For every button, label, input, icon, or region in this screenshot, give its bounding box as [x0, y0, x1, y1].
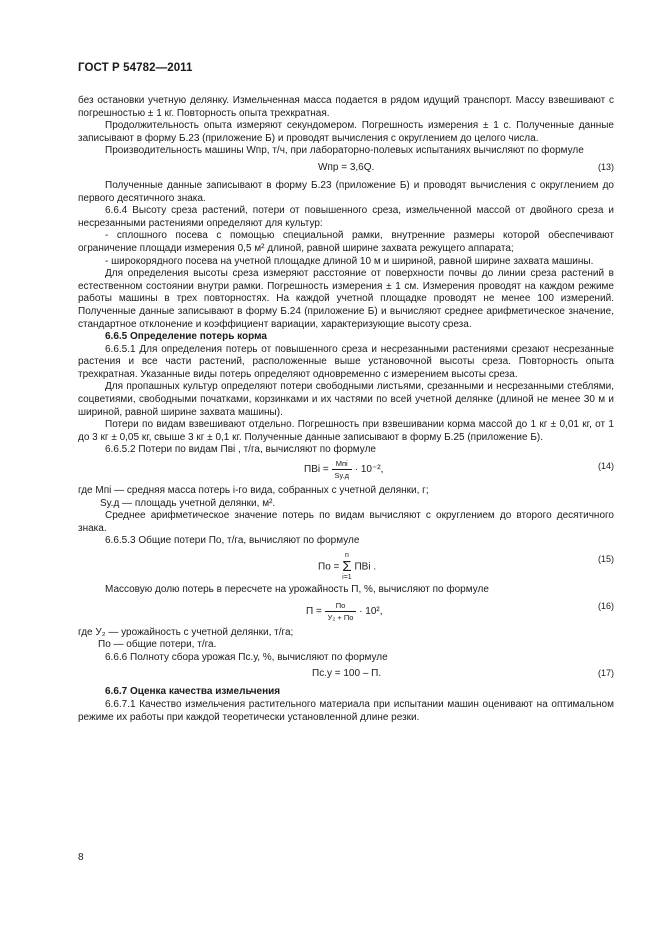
equation-number: (14)	[597, 461, 614, 472]
paragraph: где У₂ — урожайность с учетной делянки, т/га;	[78, 626, 294, 638]
equation-number: (15)	[597, 554, 614, 564]
paragraph: Производительность машины Wпр, т/ч, при лабораторно-полевых испытаниях вычисляют по формуле	[105, 145, 584, 157]
paragraph: Sу.д — площадь учетной делянки, м².	[100, 497, 276, 509]
paragraph: 6.6.5.2 Потери по видам Пвi , т/га, вычисляют по формуле	[105, 444, 376, 456]
section-heading: 6.6.5 Определение потерь корма	[105, 331, 267, 343]
paragraph: Для пропашных культур определяют потери свободными листьями, срезанными и несрезанными стеблями, соцветиями, свободными початками, корзинками и их частями по всей учетной делянке (длиной не менее 30 м и шириной, равной ширине захвата машины).	[78, 381, 614, 418]
sum-symbol: n Σ i=1	[342, 552, 352, 581]
equation-tail: · 10²,	[359, 605, 383, 617]
equation-13	[78, 158, 614, 180]
document-header: ГОСТ Р 54782—2011	[78, 62, 193, 74]
equation-rhs: = 100 – П.	[334, 668, 382, 680]
equation-tail: ПВi .	[354, 561, 377, 573]
equation-lhs: Пс.у	[312, 668, 332, 680]
equation-lhs: Wпр	[318, 161, 339, 173]
equation-rhs: = 3,6Q.	[341, 161, 375, 173]
paragraph: Для определения высоты среза измеряют расстояние от поверхности почвы до линии среза растений в естественном состоянии внутри рамки. Погрешность измерения ± 1 см. Измерения проводят на каждом режиме работы машины в трех повторностях. На каждой учетной площадке проводят не менее 100 измерений. Полученные данные записывают в форму Б.24 (приложение Б) и вычисляют среднее арифметическое значение, стандартное отклонение и коэффициент вариации, характеризующие высоту среза.	[78, 268, 614, 330]
paragraph: 6.6.5.1 Для определения потерь от повышенного среза и несрезанными растениями срезают несрезанные растения и все части растений, расположенные выше установочной высоты среза. Повторность опыта трехкратная. Указанные виды потерь определяют одновременно с измерением высоты среза.	[78, 343, 614, 380]
equation-lhs: По =	[318, 561, 340, 573]
page-number: 8	[78, 852, 84, 863]
paragraph: 6.6.6 Полноту сбора урожая Пс.у, %, вычисляют по формуле	[105, 651, 388, 663]
paragraph: без остановки учетную делянку. Измельченная масса подается в рядом идущий транспорт. Массу взвешивают с погрешностью ± 1 кг. Повторность опыта трехкратная.	[78, 95, 614, 119]
paragraph: Полученные данные записывают в форму Б.23 (приложение Б) и проводят вычисления с округлением до первого десятичного знака.	[78, 179, 614, 204]
equation-tail: · 10⁻²,	[354, 464, 384, 476]
equation-lhs: ПВi	[304, 464, 321, 476]
equation-number: (16)	[597, 600, 614, 611]
paragraph: где Mпi — средняя масса потерь i-го вида, собранных с учетной делянки, г;	[78, 485, 429, 497]
paragraph: - сплошного посева с помощью специальной рамки, внутренние размеры которой обеспечивают ограничение площади измерения 0,5 м² длиной, равной ширине захвата режущего аппарата;	[78, 230, 614, 254]
paragraph: 6.6.5.3 Общие потери По, т/га, вычисляют по формуле	[105, 535, 360, 547]
paragraph: Продолжительность опыта измеряют секундомером. Погрешность измерения ± 1 с. Полученные данные записывают в форму Б.23 (приложение Б) и проводят вычисления с округлением до целого числа.	[78, 120, 614, 144]
equation-fraction: $\frac{По}{\text{У₂ + По}}$	[325, 601, 357, 622]
paragraph: 6.6.7.1 Качество измельчения растительного материала при испытании машин оценивают на оптимальном режиме их работы при каждой теоретически установленной длине резки.	[78, 698, 614, 723]
section-heading: 6.6.7 Оценка качества измельчения	[105, 686, 281, 698]
paragraph: Массовую долю потерь в пересчете на урожайность П, %, вычисляют по формуле	[105, 584, 489, 595]
paragraph: 6.6.4 Высоту среза растений, потери от повышенного среза, измельченной массой от двойного среза и несрезанными растениями определяют для культур:	[78, 205, 614, 229]
equation-17	[78, 664, 614, 686]
paragraph: - широкорядного посева на учетной площадке длиной 10 м и шириной, равной ширине захвата машины.	[105, 255, 594, 267]
equation-number: (13)	[597, 161, 614, 172]
paragraph: Потери по видам взвешивают отдельно. Погрешность при взвешивании корма массой до 1 кг ± 0,01 кг, от 1 до 3 кг ± 0,05 кг, свыше 3 кг ± 0,1 кг. Полученные данные записывают в форму Б.25 (приложение Б).	[78, 419, 614, 443]
equation-14: ПВi = $\frac{\text{Mпi}}{Sу.д}$ · 10⁻², (14)	[304, 459, 614, 481]
paragraph: По — общие потери, т/га.	[98, 639, 217, 651]
document-page	[78, 62, 614, 724]
paragraph: Среднее арифметическое значение потерь по видам вычисляют с округлением до второго десятичного знака.	[78, 510, 614, 534]
equation-number: (17)	[597, 668, 614, 679]
equation-lhs: П =	[306, 605, 322, 617]
equation-15	[78, 548, 614, 584]
equation-fraction: $\frac{\text{Mпi}}{Sу.д}$	[332, 459, 352, 480]
equation-16	[78, 597, 614, 627]
